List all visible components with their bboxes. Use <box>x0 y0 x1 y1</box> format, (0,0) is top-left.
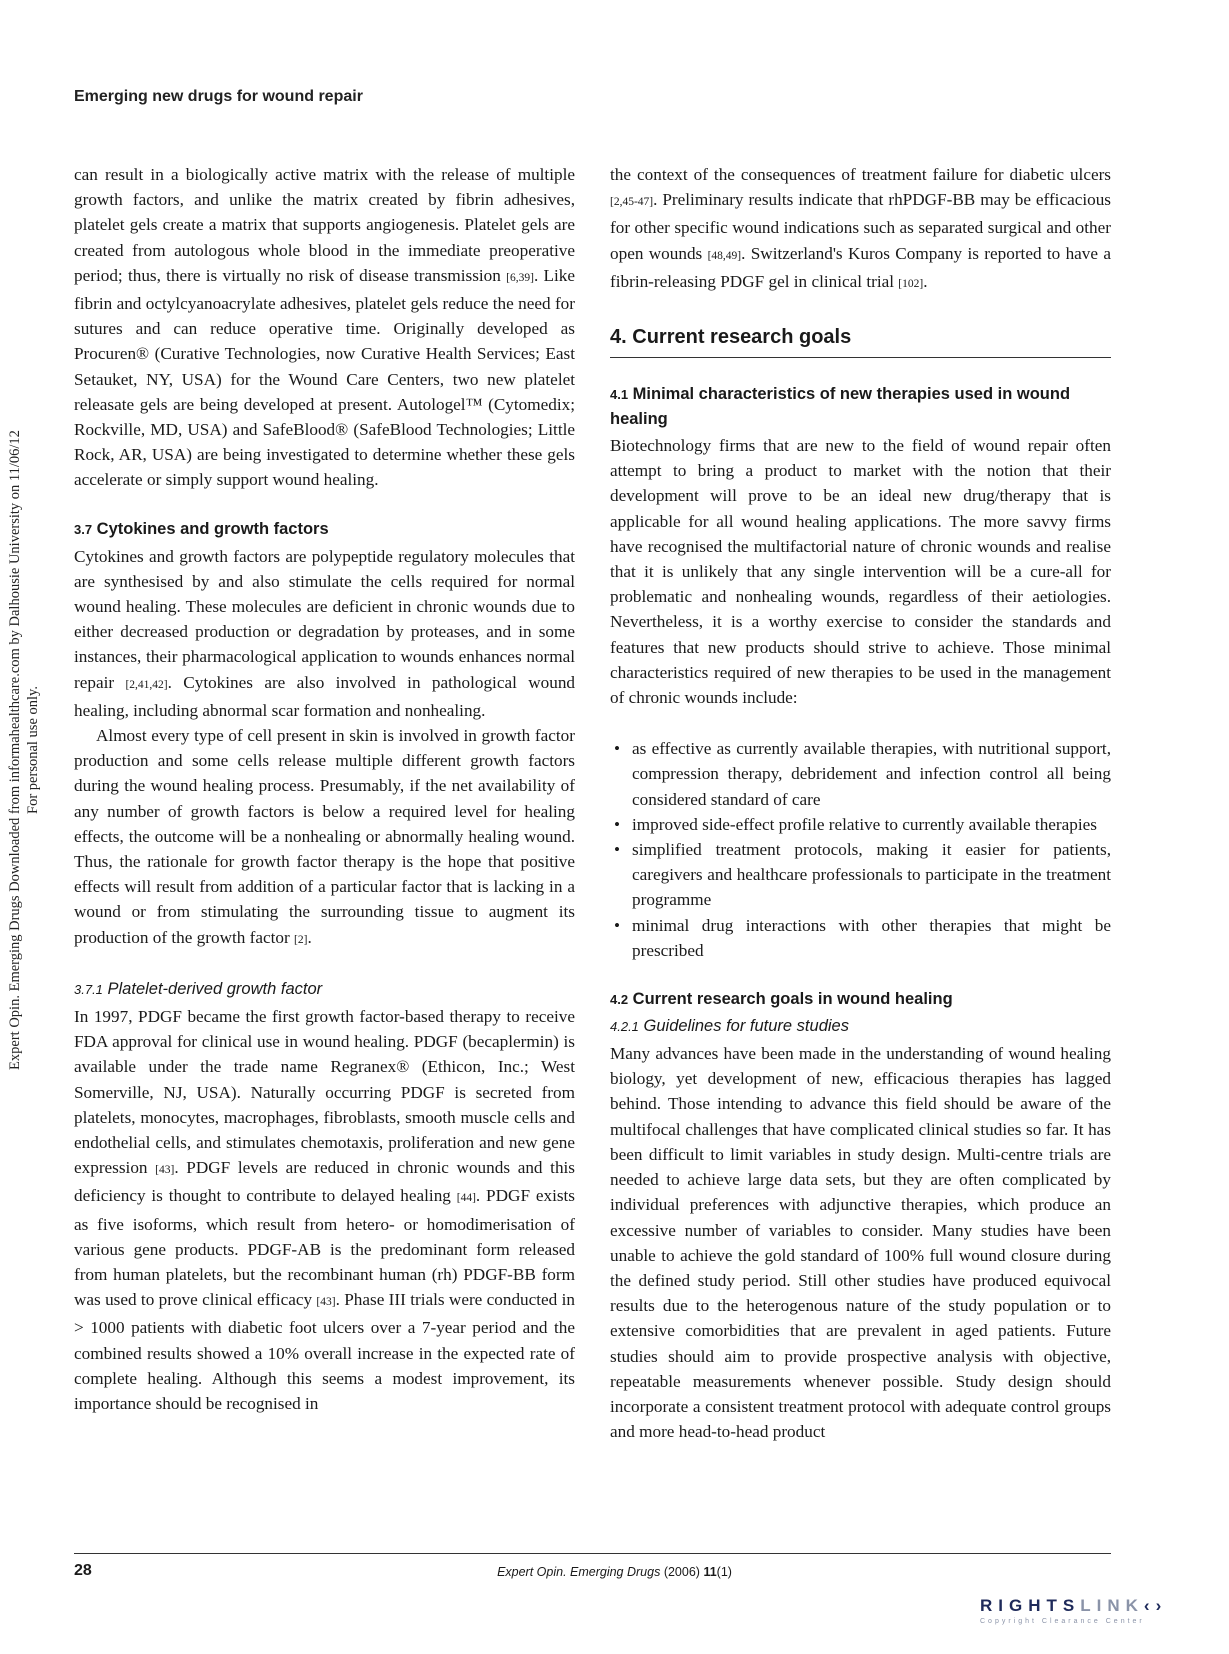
page-number: 28 <box>74 1562 92 1579</box>
citation-link[interactable]: [43] <box>316 1296 336 1309</box>
rightslink-tagline: Copyright Clearance Center <box>980 1618 1145 1625</box>
download-watermark <box>6 300 42 1200</box>
section-heading-3-7: 3.7 Cytokines and growth factors <box>74 519 329 538</box>
list-item: • improved side-effect profile relative to currently available therapies <box>610 812 1111 837</box>
list-item: • as effective as currently available therapies, with nutritional support, compression therapy, debridement and infection control all being considered standard of care <box>610 736 1111 812</box>
paragraph: can result in a biologically active matrix with the release of multiple growth factors, and unlike the matrix created by fibrin adhesives, platelet gels create a matrix that supports angiogenesis. Platelet gels are created from autologous whole blood in the immediate preoperative period; thus, there is virtually no risk of disease transmission [6,39]. Like fibrin and octylcyanoacrylate adhesives, platelet gels reduce the need for sutures and can reduce operative time. Originally developed as Procuren® (Curative Technologies, now Curative Health Services; East Setauket, NY, USA) for the Wound Care Centers, two new platelet releasate gels are being developed at present. Autologel™ (Cytomedix; Rockville, MD, USA) and SafeBlood® (SafeBlood Technologies; Little Rock, AR, USA) are being investigated to determine whether these gels accelerate or simply support wound healing. <box>74 165 575 490</box>
paragraph: Many advances have been made in the understanding of wound healing biology, yet development of new, efficacious therapies has lagged behind. Those intending to advance this field should be aware of the multifocal challenges that have complicated clinical studies so far. It has been difficult to limit variables in study design. Multi-centre trials are needed to achieve large data sets, but they are often complicated by individual preferences with adjunctive therapies, which produce an excessive number of variables to consider. Many studies have been unable to achieve the gold standard of 100% full wound closure during the defined study period. Still other studies have produced equivocal results due to the heterogenous nature of the study population or to extensive comorbidities that are prevalent in aged patients. Future studies should aim to provide prospective analysis with objective, repeatable measurements whenever possible. Study design should incorporate a consistent treatment protocol with adequate control groups and more head-to-head product <box>610 1044 1111 1442</box>
section-heading-4-2: 4.2 Current research goals in wound healing <box>610 990 953 1009</box>
bullet-icon: • <box>614 814 621 834</box>
list-item: • minimal drug interactions with other therapies that might be prescribed <box>610 913 1111 963</box>
bullet-icon: • <box>614 915 621 935</box>
citation-link[interactable]: [2,45-47] <box>610 196 654 209</box>
rightslink-logo[interactable] <box>980 1596 1190 1625</box>
rightslink-wordmark: RIGHTSLINK‹› <box>980 1596 1168 1615</box>
footer-divider <box>74 1553 1111 1554</box>
left-column <box>74 162 575 1416</box>
citation-link[interactable]: [44] <box>456 1192 476 1205</box>
list-item: • simplified treatment protocols, making it easier for patients, caregivers and healthcare professionals to participate in the treatment programme <box>610 837 1111 913</box>
citation-link[interactable]: [2,41,42] <box>125 678 168 691</box>
paragraph: Cytokines and growth factors are polypeptide regulatory molecules that are synthesised by and also stimulate the cells required for normal wound healing. These molecules are deficient in chronic wounds due to either decreased production or degradation by proteases, and in some instances, their pharmacological application to wounds enhances normal repair [2,41,42]. Cytokines are also involved in pathological wound healing, including abnormal scar formation and nonhealing. <box>74 546 576 720</box>
bullet-icon: • <box>614 739 621 759</box>
bullet-list <box>610 736 1111 963</box>
journal-citation: Expert Opin. Emerging Drugs (2006) 11(1) <box>497 1565 732 1579</box>
section-heading-4-2-1: 4.2.1 Guidelines for future studies <box>610 1017 849 1036</box>
paragraph: the context of the consequences of treatment failure for diabetic ulcers [2,45-47]. Preliminary results indicate that rhPDGF-BB may be efficacious for other specific wound indications such as separated surgical and other open wounds [48,49]. Switzerland's Kuros Company is reported to have a fibrin-releasing PDGF gel in clinical trial [102]. <box>610 165 1111 291</box>
citation-link[interactable]: [43] <box>155 1164 175 1177</box>
citation-link[interactable]: [48,49] <box>707 249 742 262</box>
paragraph: In 1997, PDGF became the first growth factor-based therapy to receive FDA approval for clinical use in wound healing. PDGF (becaplermin) is available under the trade name Regranex® (Ethicon, Inc.; West Somerville, NJ, USA). Naturally occurring PDGF is secreted from platelets, monocytes, macrophages, fibroblasts, smooth muscle cells and endothelial cells, and stimulates chemotaxis, proliferation and new gene expression [43]. PDGF levels are reduced in chronic wounds and this deficiency is thought to contribute to delayed healing [44]. PDGF exists as five isoforms, which result from hetero- or homodimerisation of various gene products. PDGF-AB is the predominant form released from human platelets, but the recombinant human (rh) PDGF-BB form was used to prove clinical efficacy [43]. Phase III trials were conducted in > 1000 patients with diabetic foot ulcers over a 7-year period and the combined results showed a 10% overall increase in the expected rate of complete healing. Although this seems a modest improvement, its importance should be recognised in <box>74 1006 575 1413</box>
running-head: Emerging new drugs for wound repair <box>74 88 363 105</box>
section-heading-3-7-1: 3.7.1 Platelet-derived growth factor <box>74 979 323 998</box>
section-heading-4-1: 4.1 Minimal characteristics of new therapies used in wound healing <box>610 385 1071 429</box>
section-heading-4: 4. Current research goals <box>610 323 1111 358</box>
citation-link[interactable]: [102] <box>898 277 924 290</box>
citation-link[interactable]: [2] <box>294 933 308 946</box>
download-watermark-line-1: Expert Opin. Emerging Drugs Downloaded from informahealthcare.com by Dalhousie University on 11/06/12 <box>7 430 23 1070</box>
bullet-icon: • <box>614 840 621 860</box>
download-watermark-line-2: For personal use only. <box>25 686 41 814</box>
rightslink-arrow-icon: ‹› <box>1143 1596 1168 1615</box>
paragraph: Biotechnology firms that are new to the field of wound repair often attempt to bring a product to market with the notion that their development will prove to be an ideal new drug/therapy that is applicable for all wound healing applications. The more savvy firms have recognised the multifactorial nature of chronic wounds and realise that it is unlikely that any single intervention will be a cure-all for problematic and nonhealing wounds, regardless of their aetiologies. Nevertheless, it is a worthy exercise to consider the standards and features that new products should strive to achieve. Those minimal characteristics required of new therapies to be used in the management of chronic wounds include: <box>610 436 1111 708</box>
citation-link[interactable]: [6,39] <box>506 271 534 284</box>
paragraph: Almost every type of cell present in skin is involved in growth factor production and some cells release multiple different growth factors during the wound healing process. Presumably, if the net availability of any number of growth factors is below a required level for healing effects, the outcome will be a nonhealing or abnormally healing wound. Thus, the rationale for growth factor therapy is the hope that positive effects will result from addition of a particular factor that is lacking in a wound or from stimulating the surrounding tissue to augment its production of the growth factor [2]. <box>74 726 575 947</box>
right-column <box>610 162 1111 1444</box>
